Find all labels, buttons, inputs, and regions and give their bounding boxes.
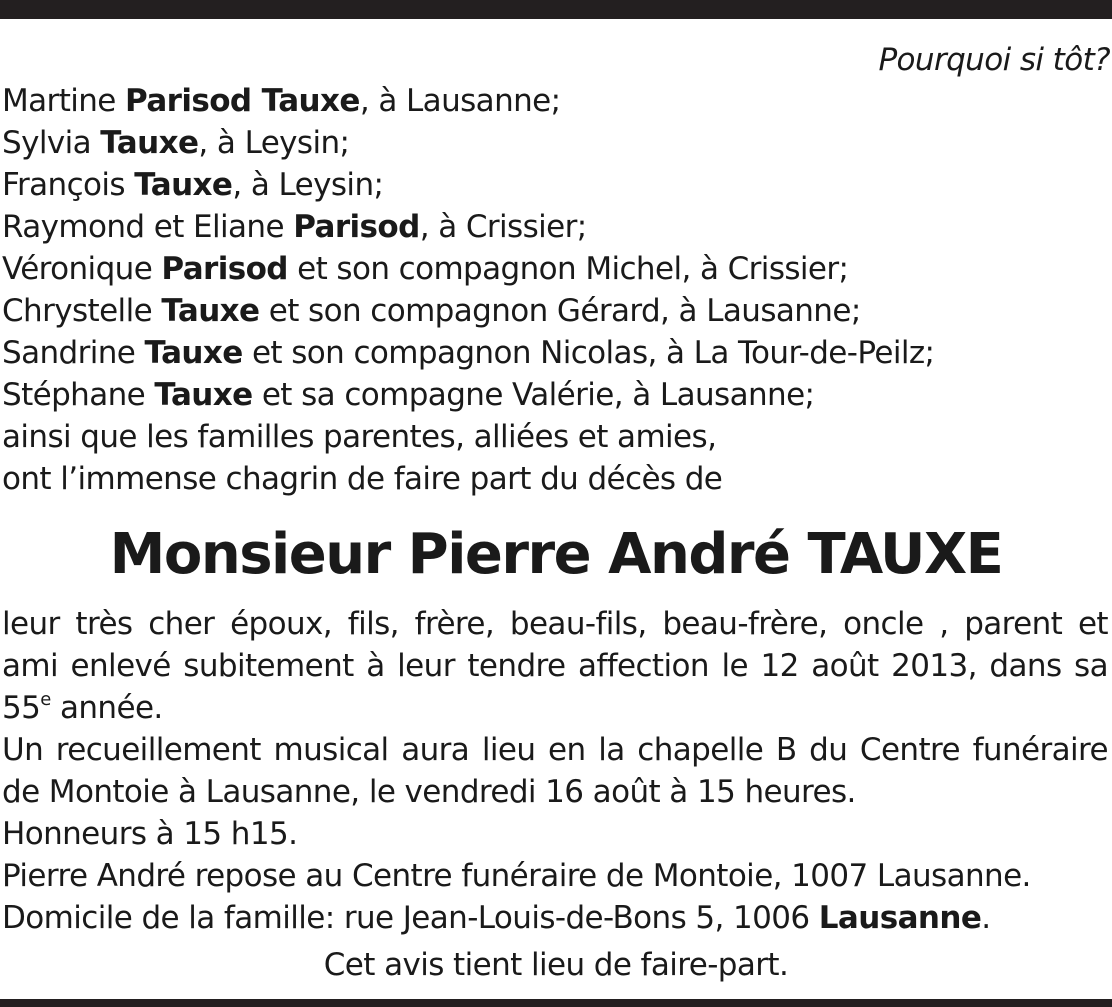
age-rest: année. [50,690,163,726]
body-line-2: ami enlevé subitement à leur tendre affection le 12 août 2013, dans sa [2,648,1108,684]
epigraph: Pourquoi si tôt? [878,42,1110,78]
first-name: Martine [2,83,126,119]
residence: et son compagnon Michel, à Crissier; [287,251,849,287]
announcement-line: ont l’immense chagrin de faire part du décès de [2,461,723,497]
body-line-4: Un recueillement musical aura lieu en la chapelle B du Centre funéraire [2,732,1108,768]
ordinal-suffix: e [40,689,51,710]
surname: Parisod [293,209,420,245]
surname: Tauxe [154,377,253,413]
body-line-3 [2,687,163,729]
family-line-5 [2,248,848,290]
first-name: Stéphane [2,377,155,413]
family-line-3 [2,164,383,206]
body-line-5: de Montoie à Lausanne, le vendredi 16 août à 15 heures. [2,774,856,810]
family-line-4 [2,206,587,248]
surname: Parisod Tauxe [125,83,360,119]
residence: , à Leysin; [232,167,384,203]
surname: Tauxe [100,125,199,161]
families-line: ainsi que les familles parentes, alliées et amies, [2,419,717,455]
family-line-8 [2,374,814,416]
footer-note: Cet avis tient lieu de faire-part. [323,947,789,983]
residence: et son compagnon Gérard, à Lausanne; [259,293,861,329]
body-line-6: Honneurs à 15 h15. [2,816,298,852]
family-line-1 [2,80,560,122]
first-name: Véronique [2,251,162,287]
bottom-rule [0,999,1112,1007]
body-line-8 [2,897,991,939]
residence: , à Crissier; [419,209,587,245]
top-rule [0,0,1112,19]
residence: et sa compagne Valérie, à Lausanne; [252,377,815,413]
surname: Parisod [161,251,288,287]
surname: Tauxe [144,335,243,371]
surname: Tauxe [161,293,260,329]
residence: , à Leysin; [198,125,350,161]
residence: , à Lausanne; [359,83,561,119]
first-name: Raymond et Eliane [2,209,294,245]
family-line-7 [2,332,934,374]
surname: Tauxe [134,167,233,203]
domicile-punct: . [981,900,991,936]
age-number: 55 [2,690,41,726]
body-line-7: Pierre André repose au Centre funéraire de Montoie, 1007 Lausanne. [2,858,1031,894]
body-line-1: leur très cher époux, fils, frère, beau-fils, beau-frère, oncle , parent et [2,606,1108,642]
first-name: Sylvia [2,125,101,161]
first-name: Chrystelle [2,293,162,329]
domicile-city: Lausanne [818,900,982,936]
deceased-name: Monsieur Pierre André TAUXE [109,522,1003,587]
family-line-6 [2,290,861,332]
first-name: Sandrine [2,335,145,371]
domicile-text: Domicile de la famille: rue Jean-Louis-de-Bons 5, 1006 [2,900,819,936]
residence: et son compagnon Nicolas, à La Tour-de-Peilz; [242,335,935,371]
first-name: François [2,167,135,203]
family-line-2 [2,122,349,164]
